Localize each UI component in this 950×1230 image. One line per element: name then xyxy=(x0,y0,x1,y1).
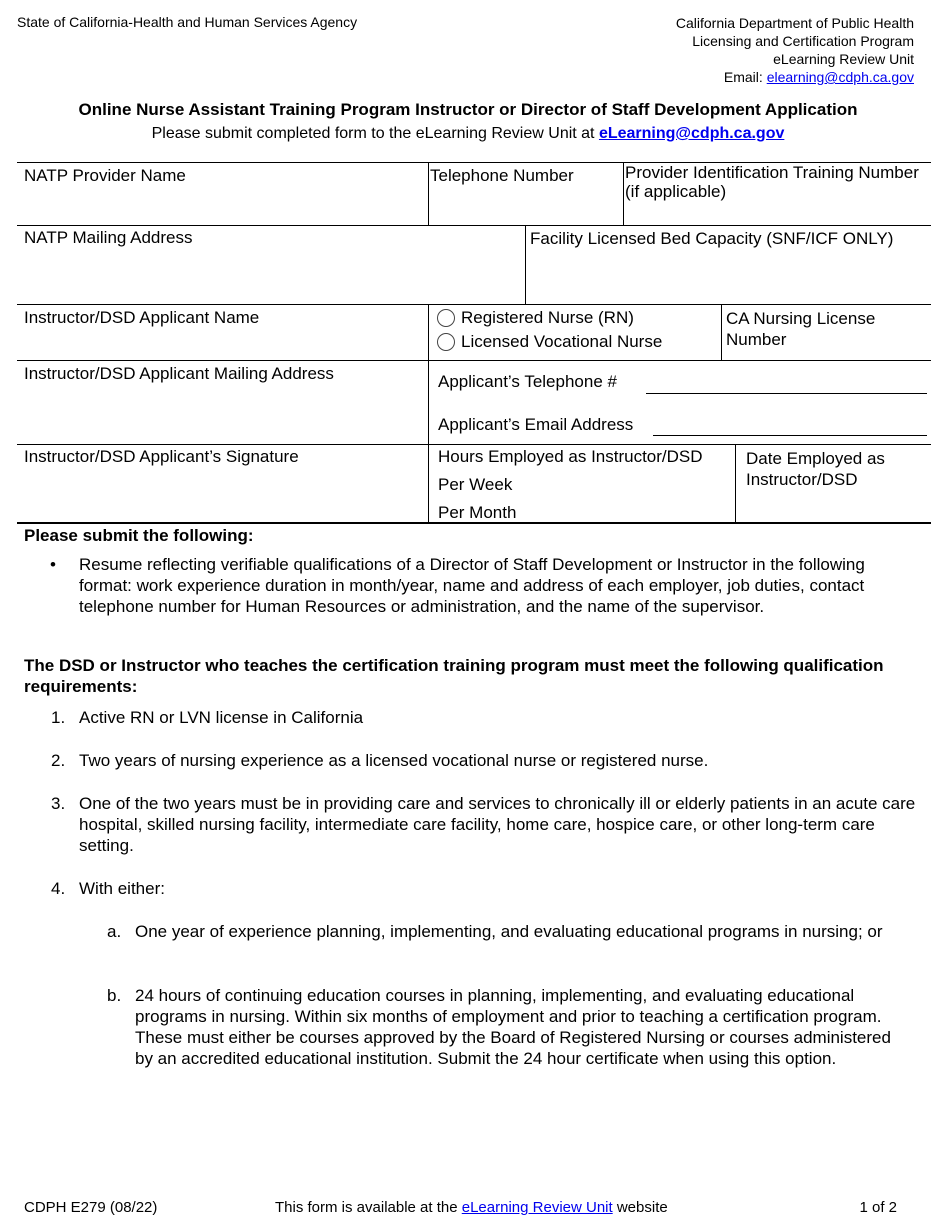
availability-note xyxy=(275,1199,668,1216)
hours-employed-label: Hours Employed as Instructor/DSD xyxy=(438,447,703,466)
mailing-address-field[interactable]: NATP Mailing Address xyxy=(24,228,193,247)
requirement-text: With either: xyxy=(79,879,165,898)
applicant-address-field[interactable]: Instructor/DSD Applicant Mailing Address xyxy=(24,364,334,383)
form-id: CDPH E279 (08/22) xyxy=(24,1199,158,1216)
table-border xyxy=(17,444,931,445)
license-number-field[interactable]: CA Nursing License Number xyxy=(726,309,876,349)
table-border xyxy=(721,304,722,360)
page-title: Online Nurse Assistant Training Program Instructor or Director of Staff Development Application xyxy=(78,100,858,119)
applicant-name-field[interactable]: Instructor/DSD Applicant Name xyxy=(24,308,260,327)
bullet-marker: • xyxy=(50,555,56,574)
sub-requirement-letter: b. xyxy=(107,986,122,1005)
elearning-review-unit-link[interactable]: eLearning Review Unit xyxy=(461,1199,613,1216)
bed-capacity-field[interactable]: Facility Licensed Bed Capacity (SNF/ICF ONLY) xyxy=(530,229,894,248)
applicant-phone-label: Applicant’s Telephone # xyxy=(438,372,617,391)
requirement-number: 3. xyxy=(51,794,66,813)
lvn-label: Licensed Vocational Nurse xyxy=(461,332,663,351)
applicant-phone-input[interactable] xyxy=(646,393,927,394)
subtitle-text: Please submit completed form to the eLearning Review Unit at xyxy=(151,125,599,142)
submit-bullet-text: Resume reflecting verifiable qualifications of a Director of Staff Development or Instructor in the following format: work experience duration in month/year, name and address of each employer, job duties, contact telephone number for Human Resources or administration, and the name of the supervisor. xyxy=(79,555,865,616)
table-border xyxy=(17,225,931,226)
sub-requirement-text: One year of experience planning, implementing, and evaluating educational programs in nursing; or xyxy=(135,922,883,941)
signature-field[interactable]: Instructor/DSD Applicant’s Signature xyxy=(24,447,299,466)
availability-prefix: This form is available at the xyxy=(275,1199,462,1216)
rn-radio[interactable] xyxy=(437,309,455,327)
requirement-number: 1. xyxy=(51,708,66,727)
per-week-field[interactable]: Per Week xyxy=(438,475,513,494)
provider-id-field[interactable]: Provider Identification Training Number (if applicable) xyxy=(625,163,919,201)
dept-line: California Department of Public Health xyxy=(675,15,914,31)
submit-heading: Please submit the following: xyxy=(24,526,254,545)
table-border xyxy=(735,444,736,522)
requirement-number: 4. xyxy=(51,879,66,898)
requirement-number: 2. xyxy=(51,751,66,770)
availability-suffix: website xyxy=(612,1199,668,1216)
date-employed-field[interactable]: Date Employed as Instructor/DSD xyxy=(746,449,885,489)
dept-line: eLearning Review Unit xyxy=(773,51,914,67)
agency-name: State of California-Health and Human Services Agency xyxy=(17,14,358,30)
table-border xyxy=(525,225,526,304)
dept-line: Licensing and Certification Program xyxy=(692,33,914,49)
lvn-radio[interactable] xyxy=(437,333,455,351)
applicant-email-input[interactable] xyxy=(653,435,927,436)
table-border xyxy=(623,162,624,225)
email-label: Email: xyxy=(723,69,767,85)
department-info xyxy=(676,14,914,86)
provider-name-field[interactable]: NATP Provider Name xyxy=(24,166,186,185)
page-number: 1 of 2 xyxy=(859,1199,897,1216)
rn-label: Registered Nurse (RN) xyxy=(461,308,634,327)
rn-option[interactable] xyxy=(437,308,634,328)
sub-requirement-text: 24 hours of continuing education courses in planning, implementing, and evaluating educational programs in nursing. Within six months of employment and prior to teaching a certification program. These must either be courses approved by the Board of Registered Nursing or courses administered by an accredited educational institution. Submit the 24 hour certificate when using this option. xyxy=(135,986,891,1068)
email-line xyxy=(676,68,914,86)
per-month-field[interactable]: Per Month xyxy=(438,503,517,522)
table-border xyxy=(17,360,931,361)
table-border xyxy=(428,304,429,522)
page-subtitle xyxy=(0,125,936,143)
requirement-text: Two years of nursing experience as a licensed vocational nurse or registered nurse. xyxy=(79,751,709,770)
requirement-text: One of the two years must be in providing care and services to chronically ill or elderly patients in an acute care hospital, skilled nursing facility, intermediate care facility, home care, hospice care, or other long-term care setting. xyxy=(79,794,916,855)
sub-requirement-letter: a. xyxy=(107,922,122,941)
applicant-email-label: Applicant’s Email Address xyxy=(438,415,634,434)
requirement-text: Active RN or LVN license in California xyxy=(79,708,364,727)
qualification-heading: The DSD or Instructor who teaches the certification training program must meet the following qualification requirements: xyxy=(24,656,884,696)
subtitle-email-link[interactable]: eLearning@cdph.ca.gov xyxy=(598,125,785,142)
header-email-link[interactable]: elearning@cdph.ca.gov xyxy=(766,69,914,85)
table-border xyxy=(428,162,429,225)
table-border xyxy=(17,304,931,305)
lvn-option[interactable] xyxy=(437,332,662,352)
telephone-field[interactable]: Telephone Number xyxy=(430,166,574,185)
